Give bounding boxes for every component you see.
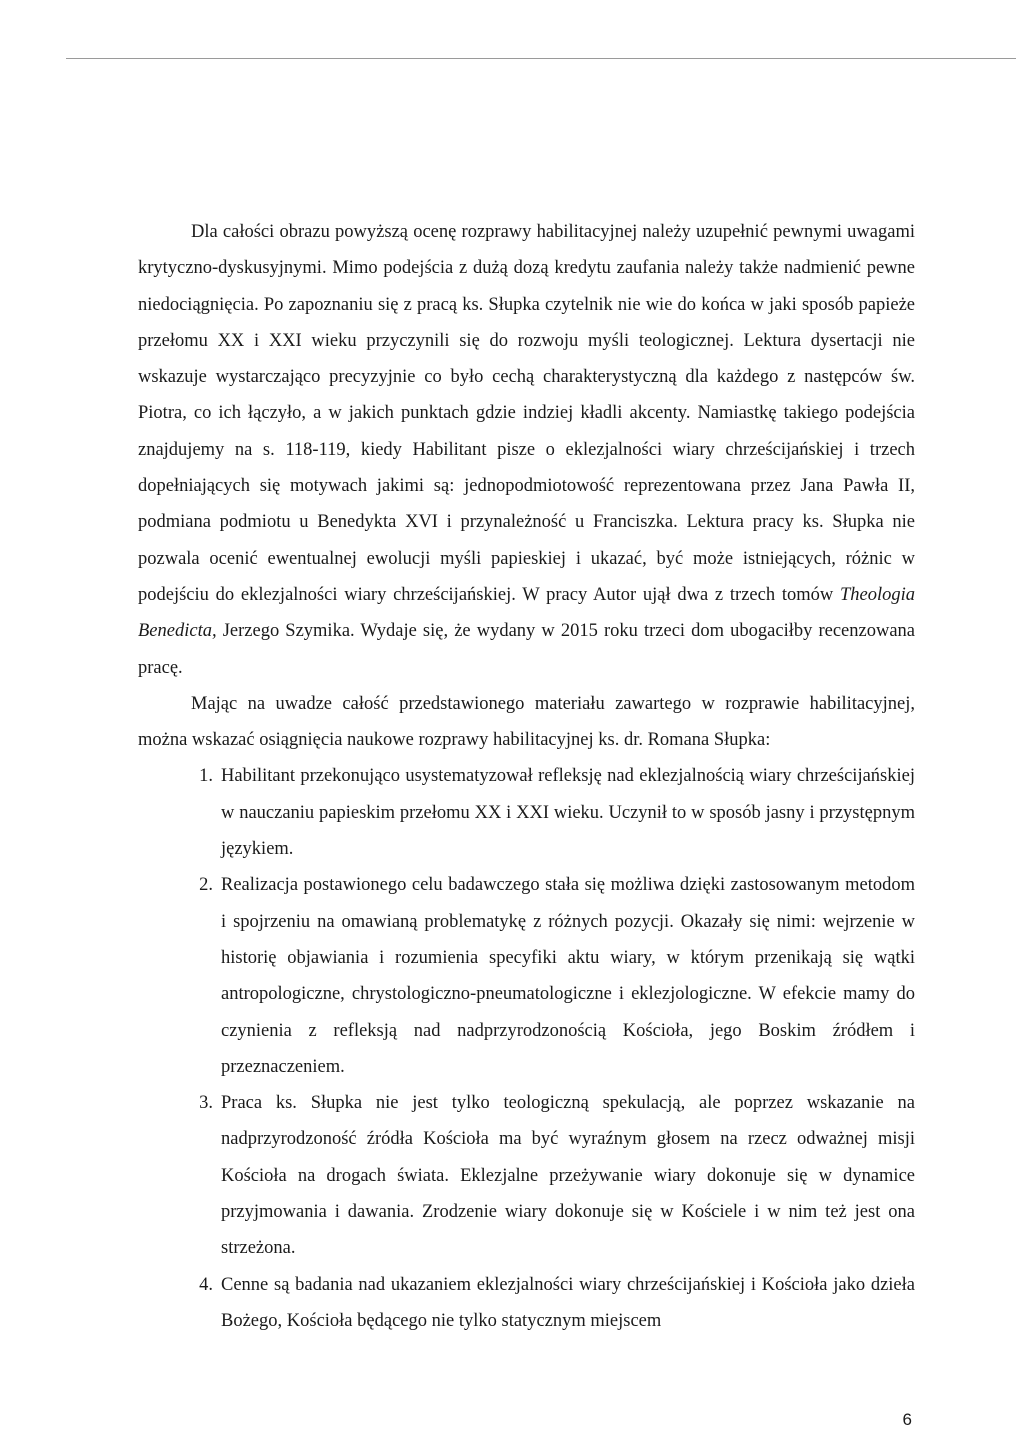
list-item xyxy=(199,1085,915,1266)
paragraph-critical-remarks-end: Jerzego Szymika. Wydaje się, że wydany w 2015 roku trzeci dom ubogaciłby recenzowana pracę. xyxy=(138,621,915,678)
list-item-number: 1. xyxy=(199,766,213,787)
list-item-text: Cenne są badania nad ukazaniem eklezjalności wiary chrześcijańskiej i Kościoła jako dzieła Bożego, Kościoła będącego nie tylko statycznym miejscem xyxy=(221,1274,915,1331)
paragraph-critical-remarks xyxy=(138,214,915,686)
achievements-list xyxy=(138,758,915,1339)
book-title: Theologia Benedicta, xyxy=(138,584,915,642)
list-item xyxy=(199,867,915,1085)
paragraph-achievements-intro: Mając na uwadze całość przedstawionego materiału zawartego w rozprawie habilitacyjnej, można wskazać osiągnięcia naukowe rozprawy habilitacyjnej ks. dr. Romana Słupka: xyxy=(138,693,915,751)
list-item-text: Realizacja postawionego celu badawczego stała się możliwa dzięki zastosowanym metodom i spojrzeniu na omawianą problematykę z różnych pozycji. Okazały się nimi: wejrzenie w historię objawiania i rozumienia specyfiki aktu wiary, w którym przenikają się wątki antropologiczne, chrystologiczno-pneumatologiczne i eklezjologiczne. W efekcie mamy do czynienia z refleksją nad nadprzyrodzonością Kościoła, jego Boskim źródłem i przeznaczeniem. xyxy=(221,875,915,1077)
paragraph-critical-remarks-text: Dla całości obrazu powyższą ocenę rozprawy habilitacyjnej należy uzupełnić pewnymi uwagami krytyczno-dyskusyjnymi. Mimo podejścia z dużą dozą kredytu zaufania należy także nadmienić pewne niedociągnięcia. Po zapoznaniu się z pracą ks. Słupka czytelnik nie wie do końca w jaki sposób papieże przełomu XX i XXI wieku przyczynili się do rozwoju myśli teologicznej. Lektura dysertacji nie wskazuje wystarczająco precyzyjnie co było cechą charakterystyczną dla każdego z następców św. Piotra, co ich łączyło, a w jakich punktach gdzie indziej kładli akcenty. Namiastkę takiego podejścia znajdujemy na s. 118-119, kiedy Habilitant pisze o eklezjalności wiary chrześcijańskiej i trzech dopełniających się motywach jakimi są: jednopodmiotowość reprezentowana przez Jana Pawła II, podmiana podmiotu u Benedykta XVI i przynależność u Franciszka. Lektura pracy ks. Słupka nie pozwala ocenić ewentualnej ewolucji myśli papieskiej i ukazać, być może istniejących, różnic w podejściu do eklezjalności wiary chrześcijańskiej. W pracy Autor ujął dwa z trzech tomów xyxy=(138,222,915,605)
document-body xyxy=(138,214,915,1339)
top-rule xyxy=(66,58,1016,59)
page-number: 6 xyxy=(902,1410,912,1429)
list-item xyxy=(199,758,915,867)
list-item-text: Praca ks. Słupka nie jest tylko teologiczną spekulacją, ale poprzez wskazanie na nadprzyrodzoność źródła Kościoła ma być wyraźnym głosem na rzecz odważnej misji Kościoła na drogach świata. Eklezjalne przeżywanie wiary dokonuje się w dynamice przyjmowania i dawania. Zrodzenie wiary dokonuje się w Kościele i w nim też jest ona strzeżona. xyxy=(221,1093,915,1259)
list-item-number: 2. xyxy=(199,875,213,896)
list-item-number: 4. xyxy=(199,1274,213,1295)
list-item-text: Habilitant przekonująco usystematyzował refleksję nad eklezjalnością wiary chrześcijańskiej w nauczaniu papieskim przełomu XX i XXI wieku. Uczynił to w sposób jasny i przystępnym językiem. xyxy=(221,766,915,860)
list-item-number: 3. xyxy=(199,1093,213,1114)
list-item xyxy=(199,1267,915,1340)
